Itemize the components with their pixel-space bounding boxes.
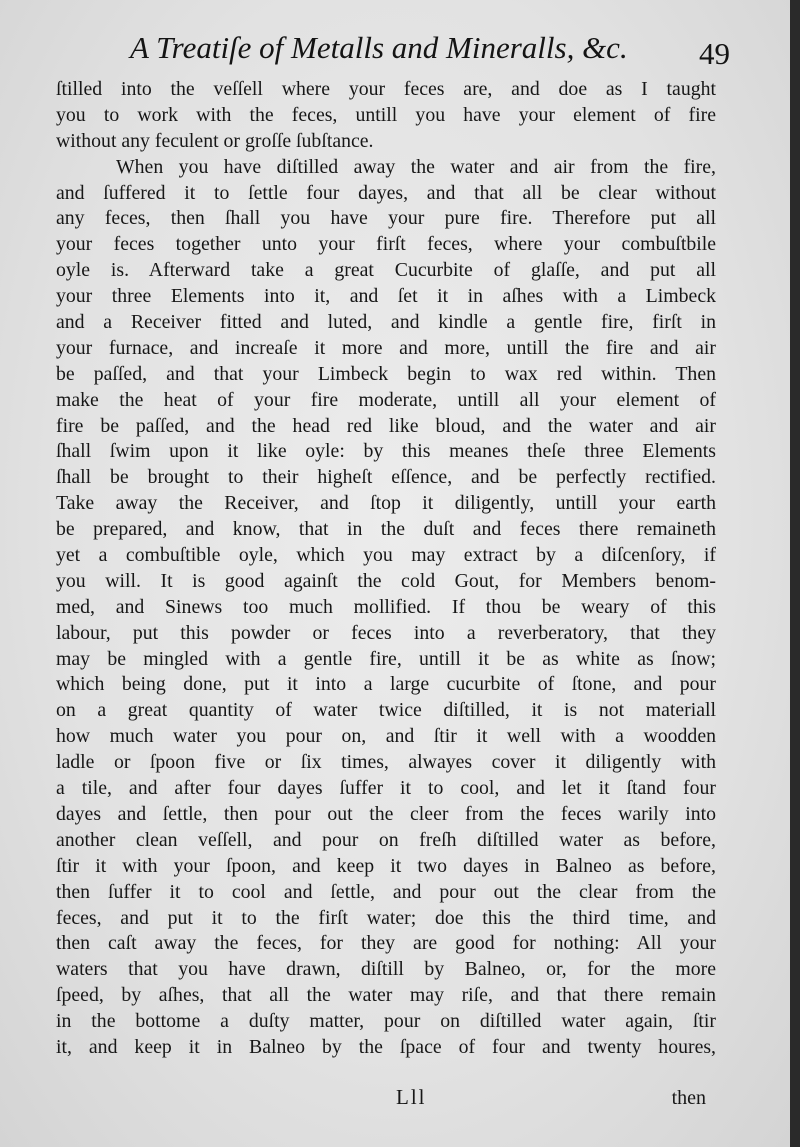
- text-line: labour, put this powder or feces into a reverberatory, that they: [56, 621, 716, 644]
- body-text: [56, 77, 716, 1061]
- text-line: waters that you have drawn, diſtill by Balneo, or, for the more: [56, 958, 716, 981]
- page-footer: [56, 1085, 716, 1115]
- text-line: ſtir it with your ſpoon, and keep it two dayes in Balneo as before,: [56, 854, 716, 877]
- text-line: another clean veſſell, and pour on freſh diſtilled water as before,: [56, 828, 716, 851]
- text-line: Take away the Receiver, and ſtop it diligently, untill your earth: [56, 492, 716, 515]
- text-line: you will. It is good againſt the cold Gout, for Members benom-: [56, 569, 716, 592]
- text-line: which being done, put it into a large cucurbite of ſtone, and pour: [56, 673, 716, 696]
- text-line: a tile, and after four dayes ſuffer it to cool, and let it ſtand four: [56, 777, 716, 800]
- page-header: [130, 30, 730, 76]
- text-line: your three Elements into it, and ſet it in aſhes with a Limbeck: [56, 285, 716, 308]
- text-line: ſhall ſwim upon it like oyle: by this meanes theſe three Elements: [56, 440, 716, 463]
- text-line: ſtilled into the veſſell where your feces are, and doe as I taught: [56, 78, 716, 100]
- text-line: feces, and put it to the firſt water; doe this the third time, and: [56, 906, 716, 929]
- text-line: on a great quantity of water twice diſtilled, it is not materiall: [56, 699, 716, 722]
- text-line: When you have diſtilled away the water and air from the fire,: [116, 155, 716, 178]
- text-line: make the heat of your fire moderate, untill all your element of: [56, 388, 716, 411]
- text-line: it, and keep it in Balneo by the ſpace of four and twenty houres,: [56, 1035, 716, 1058]
- text-line: med, and Sinews too much mollified. If thou be weary of this: [56, 595, 716, 618]
- page-number: 49: [699, 36, 730, 71]
- text-line: dayes and ſettle, then pour out the cleer from the feces warily into: [56, 802, 716, 825]
- text-line: ſpeed, by aſhes, that all the water may riſe, and that there remain: [56, 984, 716, 1007]
- running-title: A Treatiſe of Metalls and Mineralls, &c.: [130, 30, 628, 65]
- text-line: any feces, then ſhall you have your pure fire. Therefore put all: [56, 207, 716, 230]
- text-line: ladle or ſpoon five or ſix times, alwayes cover it diligently with: [56, 751, 716, 774]
- text-line: without any feculent or groſſe ſubſtance.: [56, 129, 374, 152]
- text-line: then ſuffer it to cool and ſettle, and pour out the clear from the: [56, 880, 716, 903]
- text-line: and a Receiver fitted and luted, and kindle a gentle fire, firſt in: [56, 311, 716, 334]
- text-line: you to work with the feces, untill you have your element of fire: [56, 103, 716, 126]
- text-line: how much water you pour on, and ſtir it well with a woodden: [56, 725, 716, 748]
- catchword: then: [671, 1087, 706, 1109]
- binding-edge: [790, 0, 800, 1147]
- signature-mark: Lll: [396, 1085, 427, 1109]
- text-line: in the bottome a duſty matter, pour on diſtilled water again, ſtir: [56, 1010, 716, 1033]
- text-line: then caſt away the feces, for they are good for nothing: All your: [56, 932, 716, 955]
- text-line: may be mingled with a gentle fire, untill it be as white as ſnow;: [56, 647, 716, 670]
- text-line: your feces together unto your firſt feces, where your combuſtbile: [56, 233, 716, 256]
- text-line: and ſuffered it to ſettle four dayes, and that all be clear without: [56, 181, 716, 204]
- text-line: ſhall be brought to their higheſt eſſence, and be perfectly rectified.: [56, 466, 716, 489]
- text-line: yet a combuſtible oyle, which you may extract by a diſcenſory, if: [56, 544, 716, 567]
- text-line: be prepared, and know, that in the duſt and feces there remaineth: [56, 518, 716, 541]
- text-line: oyle is. Afterward take a great Cucurbite of glaſſe, and put all: [56, 259, 716, 282]
- text-line: your furnace, and increaſe it more and more, untill the fire and air: [56, 336, 716, 359]
- text-line: be paſſed, and that your Limbeck begin to wax red within. Then: [56, 362, 716, 385]
- text-line: fire be paſſed, and the head red like bloud, and the water and air: [56, 414, 716, 437]
